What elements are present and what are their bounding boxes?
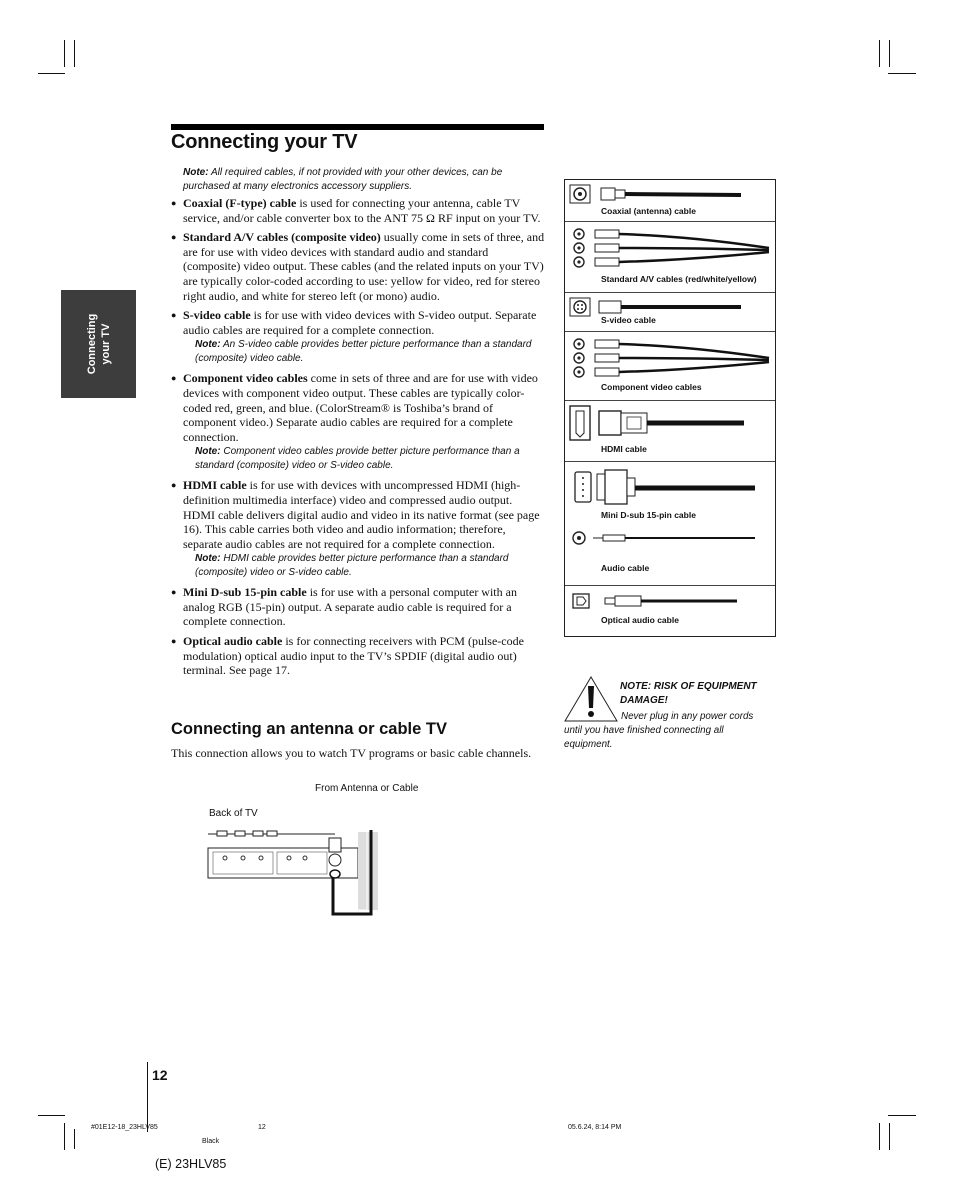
list-item — [171, 478, 545, 580]
note-label: Note: — [183, 167, 209, 178]
crop-mark — [38, 1115, 65, 1116]
list-item — [171, 585, 545, 629]
cable-row-svideo — [565, 293, 775, 332]
cable-label: S-video cable — [601, 315, 656, 325]
crop-mark — [879, 40, 880, 67]
list-item — [171, 230, 545, 303]
crop-mark — [64, 40, 65, 67]
list-item — [171, 196, 545, 225]
model-code: (E) 23HLV85 — [155, 1157, 227, 1171]
section-heading: Connecting an antenna or cable TV — [171, 720, 447, 738]
footer-file: #01E12-18_23HLV85 — [91, 1124, 158, 1131]
item-term: Optical audio cable — [183, 634, 283, 649]
note-text: HDMI cable provides better picture performance than a standard (composite) video or S-video cable. — [195, 553, 509, 579]
from-antenna-label: From Antenna or Cable — [315, 783, 419, 794]
item-text: usually come in sets of three, and are for use with video devices with standard audio and standard (composite) video output. These cables (and the related inputs on your TV) are typically color-coded according to use: yellow for video, red for stereo right audio, and white for stereo left (or mono) audio. — [183, 230, 545, 303]
cable-illustrations — [564, 179, 776, 637]
crop-mark — [74, 40, 75, 67]
cable-list — [171, 196, 545, 683]
note-label: Note: — [195, 446, 221, 458]
margin-rule — [147, 1062, 148, 1132]
crop-mark — [889, 1123, 890, 1150]
cable-label: Standard A/V cables (red/white/yellow) — [601, 274, 757, 284]
item-term: Standard A/V cables (composite video) — [183, 230, 381, 245]
cable-row-standard-av — [565, 222, 775, 293]
title-rule — [171, 124, 544, 130]
coaxial-cable-icon — [569, 184, 769, 206]
item-term: HDMI cable — [183, 478, 247, 493]
footer-color: Black — [202, 1138, 220, 1145]
list-item — [171, 634, 545, 678]
standard-av-cable-icon — [569, 228, 774, 274]
item-term: Mini D-sub 15-pin cable — [183, 585, 307, 600]
intro-note — [183, 166, 538, 194]
hdmi-cable-icon — [569, 405, 769, 441]
note-text: An S-video cable provides better picture performance than a standard (composite) video cable. — [195, 339, 532, 365]
page-number: 12 — [152, 1067, 168, 1083]
footer-page: 12 — [258, 1124, 266, 1131]
crop-mark — [74, 1129, 75, 1149]
cable-label: Coaxial (antenna) cable — [601, 206, 696, 216]
crop-mark — [888, 1115, 916, 1116]
warning-text: Never plug in any power cords until you have finished connecting all equipment. — [564, 711, 754, 750]
item-text: is used for connecting your antenna, cable TV service, and/or cable converter box to the ANT 75 Ω RF input on your TV. — [183, 196, 541, 225]
optical-cable-icon — [569, 592, 769, 612]
cable-row-optical — [565, 586, 775, 636]
cable-row-coaxial — [565, 180, 775, 222]
svideo-cable-icon — [569, 297, 769, 317]
note-text: Component video cables provide better picture performance than a standard (composite) video or S-video cable. — [195, 446, 520, 472]
item-text: is for use with devices with uncompressed HDMI (high-definition multimedia interface) video and compressed audio output. HDMI cable delivers digital audio and video in its native format (see page 16). This cable carries both video and audio information; therefore, separate audio cables are not required for a complete connection. — [183, 478, 540, 551]
item-term: S-video cable — [183, 308, 251, 323]
warning-title: NOTE: RISK OF EQUIPMENT DAMAGE! — [620, 681, 757, 706]
cable-row-hdmi — [565, 401, 775, 462]
item-term: Component video cables — [183, 371, 308, 386]
note-label: Note: — [195, 553, 221, 565]
crop-mark — [38, 73, 65, 74]
item-note — [195, 338, 545, 366]
component-cable-icon — [569, 338, 774, 384]
item-text: is for use with a personal computer with an analog RGB (15-pin) output. A separate audio cable is required for a complete connection. — [183, 585, 517, 629]
cable-label: Component video cables — [601, 382, 702, 392]
crop-mark — [889, 40, 890, 67]
crop-mark — [64, 1123, 65, 1150]
item-note — [195, 552, 545, 580]
list-item — [171, 371, 545, 473]
item-text: come in sets of three and are for use with video devices with component video output. These cables are typically color-coded red, green, and blue. (ColorStream® is Toshiba’s brand of component video.) Separate audio cables are required for a complete connection. — [183, 371, 538, 444]
list-item — [171, 308, 545, 366]
item-note — [195, 445, 545, 473]
audio-cable-icon — [569, 530, 769, 546]
cable-label: Audio cable — [601, 563, 650, 573]
side-tab — [61, 290, 136, 398]
cable-label: Optical audio cable — [601, 615, 679, 625]
item-text: is for use with video devices with S-video output. Separate audio cables are required for a complete connection. — [183, 308, 537, 337]
back-of-tv-label: Back of TV — [209, 808, 258, 819]
antenna-connection-diagram — [205, 822, 385, 922]
section-intro: This connection allows you to watch TV programs or basic cable channels. — [171, 746, 532, 760]
crop-mark — [879, 1123, 880, 1150]
cable-label: HDMI cable — [601, 444, 647, 454]
item-text: is for connecting receivers with PCM (pulse-code modulation) optical audio input to the TV’s SPDIF (digital audio out) terminal. See page 17. — [183, 634, 524, 678]
cable-row-dsub-audio — [565, 462, 775, 586]
side-tab-line: your TV — [99, 323, 112, 365]
crop-mark — [888, 73, 916, 74]
page-title: Connecting your TV — [171, 131, 358, 153]
dsub-cable-icon — [569, 468, 769, 508]
side-tab-line: Connecting — [85, 313, 98, 375]
note-text: All required cables, if not provided with your other devices, can be purchased at many electronics accessory suppliers. — [183, 167, 503, 192]
footer-date: 05.6.24, 8:14 PM — [568, 1124, 622, 1131]
cable-row-component — [565, 332, 775, 401]
item-term: Coaxial (F-type) cable — [183, 196, 297, 210]
note-label: Note: — [195, 339, 221, 351]
cable-label: Mini D-sub 15-pin cable — [601, 510, 696, 520]
